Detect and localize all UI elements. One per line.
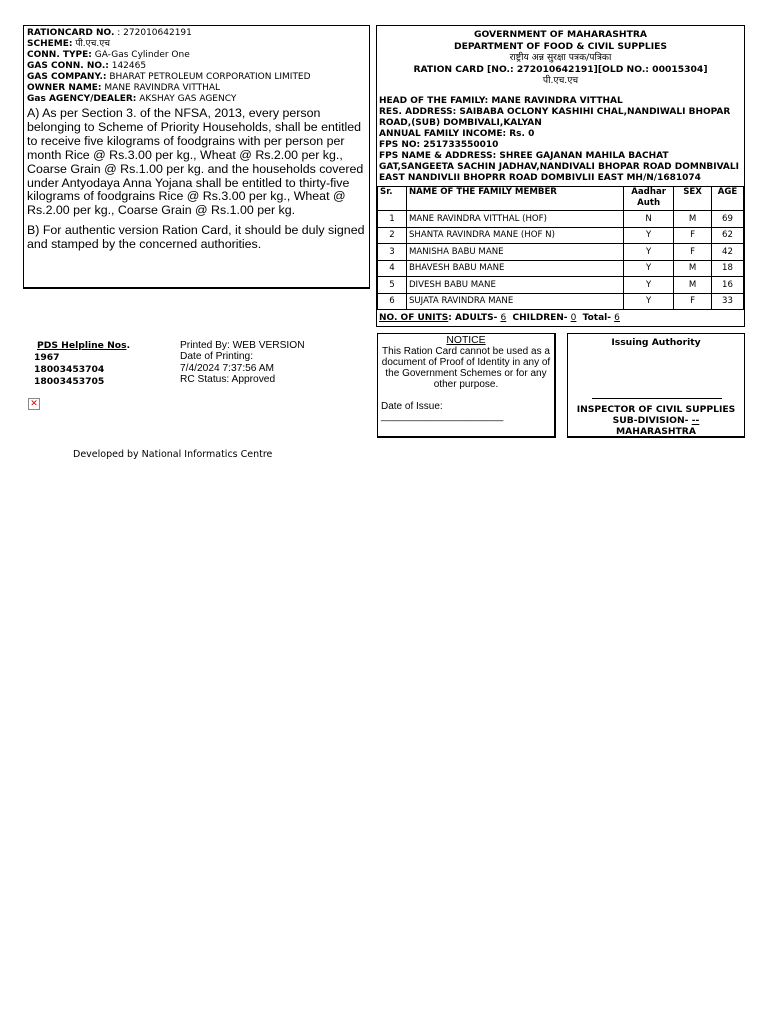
helpline-number: 18003453705 [34, 376, 105, 387]
government-title: GOVERNMENT OF MAHARASHTRA [473, 29, 648, 40]
gas-company-line: GAS COMPANY.: BHARAT PETROLEUM CORPORATION LIMITED [27, 72, 311, 82]
printed-by: Printed By: WEB VERSION [180, 340, 305, 351]
gas-conn-no-line: GAS CONN. NO.: 142465 [27, 61, 147, 71]
cell-aadhar: Y [624, 260, 674, 277]
scheme-hindi: पी.एच.एच [542, 75, 579, 86]
broken-image-icon: ✕ [28, 398, 40, 410]
cell-age: 62 [712, 227, 744, 244]
table-row [378, 293, 744, 310]
inspector-title: INSPECTOR OF CIVIL SUPPLIES [576, 404, 736, 415]
issuing-authority-title: Issuing Authority [611, 337, 701, 348]
notice-box [377, 333, 556, 438]
date-of-issue-label: Date of Issue: [381, 401, 443, 412]
residential-address: RES. ADDRESS: SAIBABA OCLONY KASHIHI CHAL,NANDIWALI BHOPAR ROAD,(SUB) DOMBIVALI,KALYAN [379, 107, 731, 128]
adults-count: 6 [500, 313, 507, 323]
col-header-aadhar: Aadhar Auth [624, 187, 674, 211]
card-details-panel [23, 25, 370, 289]
cell-sex: F [674, 227, 712, 244]
col-header-sex: SEX [674, 187, 712, 211]
cell-sex: F [674, 293, 712, 310]
annual-income: ANNUAL FAMILY INCOME: Rs. 0 [379, 129, 535, 139]
cell-age: 33 [712, 293, 744, 310]
cell-sex: F [674, 244, 712, 261]
cell-aadhar: N [624, 211, 674, 228]
date-of-issue-line: ______________________ [381, 411, 504, 422]
fps-number: FPS NO: 251733550010 [379, 140, 499, 150]
cell-name: MANISHA BABU MANE [406, 244, 623, 261]
gas-agency-line: Gas AGENCY/DEALER: AKSHAY GAS AGENCY [27, 94, 237, 104]
table-row [378, 277, 744, 294]
hindi-title: राष्ट्रीय अन्न सुरक्षा पत्रक/पत्रिका [509, 52, 612, 63]
col-header-sr: Sr. [378, 187, 407, 211]
conn-type-line: CONN. TYPE: GA-Gas Cylinder One [27, 50, 190, 60]
cell-sr: 2 [378, 227, 407, 244]
authenticity-paragraph: B) For authentic version Ration Card, it should be duly signed and stamped by the concerned authorities. [27, 223, 365, 252]
notice-title: NOTICE [446, 335, 486, 346]
cell-age: 69 [712, 211, 744, 228]
children-count: 0 [570, 313, 577, 323]
cell-aadhar: Y [624, 293, 674, 310]
notice-text: This Ration Card cannot be used as a document of Proof of Identity in any of the Government Schemes or for any other purpose. [381, 346, 551, 390]
cell-name: BHAVESH BABU MANE [406, 260, 623, 277]
cell-sr: 4 [378, 260, 407, 277]
inspector-block [568, 404, 744, 437]
date-of-printing-value: 7/4/2024 7:37:56 AM [180, 362, 275, 374]
cell-sex: M [674, 211, 712, 228]
cell-aadhar: Y [624, 277, 674, 294]
family-members-table [377, 186, 744, 310]
fps-name-address: FPS NAME & ADDRESS: SHREE GAJANAN MAHILA BACHAT GAT,SANGEETA SACHIN JADHAV,NANDIVALI BHOPAR ROAD DOMNBIVALI EAST NANDIVLII BHOPRR ROAD DOMBIVLII EAST MH/N/1681074 [379, 151, 739, 183]
cell-name: SHANTA RAVINDRA MANE (HOF N) [406, 227, 623, 244]
table-row [378, 211, 744, 228]
scheme-line: SCHEME: पी.एच.एच [27, 39, 110, 49]
ration-card-no-line: RATIONCARD NO. : 272010642191 [27, 28, 192, 38]
units-summary: NO. OF UNITS: ADULTS- 6 CHILDREN- 0 Total- 6 [377, 309, 744, 326]
col-header-name: NAME OF THE FAMILY MEMBER [406, 187, 623, 211]
cell-sex: M [674, 277, 712, 294]
helpline-number: 1967 [34, 352, 60, 363]
cell-sr: 5 [378, 277, 407, 294]
date-of-printing-label: Date of Printing: [180, 351, 254, 363]
helpline-title: PDS Helpline Nos [37, 340, 127, 351]
print-info [180, 340, 305, 386]
sub-division: SUB-DIVISION- -- [612, 415, 700, 426]
cell-age: 42 [712, 244, 744, 261]
table-row [378, 244, 744, 261]
cell-name: MANE RAVINDRA VITTHAL (HOF) [406, 211, 623, 228]
cell-name: SUJATA RAVINDRA MANE [406, 293, 623, 310]
family-info [379, 96, 743, 186]
rc-status: RC Status: Approved [180, 374, 276, 386]
department-title: DEPARTMENT OF FOOD & CIVIL SUPPLIES [453, 40, 668, 52]
entitlement-paragraph: A) As per Section 3. of the NFSA, 2013, every person belonging to Scheme of Priority Households, shall be entitled to receive five kilograms of foodgrains with per person per month Rice @ Rs.3.00 per kg., Wheat @ Rs.2.00 per kg., Coarse Grain @ Rs.1.00 per kg. and the households covered under Antyodaya Anna Yojana shall be entitled to thirty-five kilograms of foodgrains Rice @ Rs.3.00 per kg., Wheat @ Rs.2.00 per kg., Coarse Grain @ Rs.1.00 per kg. [27, 106, 364, 218]
cell-age: 18 [712, 260, 744, 277]
cell-sr: 6 [378, 293, 407, 310]
developed-by: Developed by National Informatics Centre [73, 449, 273, 460]
cell-aadhar: Y [624, 244, 674, 261]
cell-aadhar: Y [624, 227, 674, 244]
issuing-authority-box [567, 333, 745, 438]
signature-line [592, 398, 722, 399]
state-name: MAHARASHTRA [616, 426, 696, 437]
cell-sex: M [674, 260, 712, 277]
cell-name: DIVESH BABU MANE [406, 277, 623, 294]
units-label: NO. OF UNITS [379, 313, 449, 323]
ration-card-number-line: RATION CARD [NO.: 272010642191][OLD NO.: 00015304] [413, 63, 708, 75]
cell-sr: 3 [378, 244, 407, 261]
helpline-number: 18003453704 [34, 364, 105, 375]
table-header-row [378, 187, 744, 211]
head-of-family: HEAD OF THE FAMILY: MANE RAVINDRA VITTHAL [379, 96, 623, 106]
owner-name-line: OWNER NAME: MANE RAVINDRA VITTHAL [27, 83, 221, 93]
table-row [378, 227, 744, 244]
cell-age: 16 [712, 277, 744, 294]
table-row [378, 260, 744, 277]
ration-card-panel [376, 25, 745, 327]
col-header-age: AGE [712, 187, 744, 211]
total-count: 6 [614, 313, 620, 323]
pds-helpline: PDS Helpline Nos. 1967 18003453704 18003453705 [34, 340, 131, 387]
cell-sr: 1 [378, 211, 407, 228]
